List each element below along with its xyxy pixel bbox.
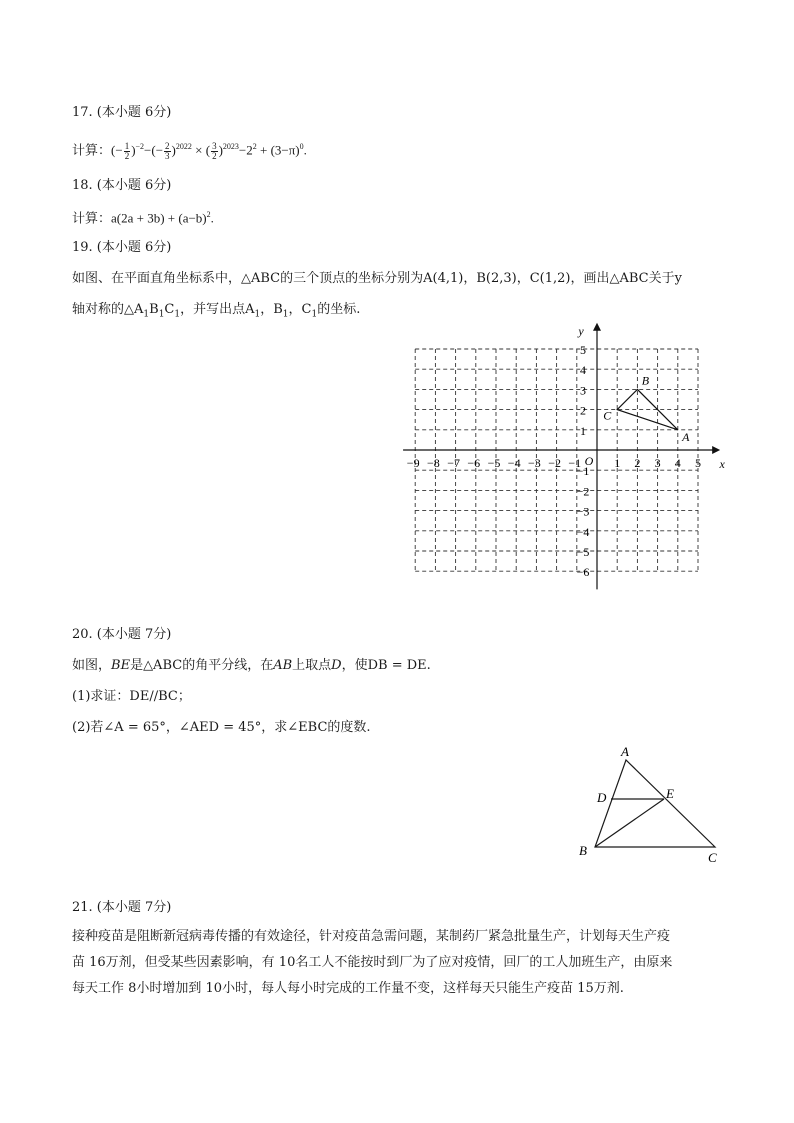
q18-header: 18. (本小题 6分) bbox=[72, 178, 172, 193]
y-tick-label: 5 bbox=[580, 343, 586, 357]
x-tick-label: −8 bbox=[427, 456, 440, 470]
x-tick-label: 1 bbox=[614, 456, 621, 470]
q20-header: 20. (本小题 7分) bbox=[72, 627, 172, 642]
q20-part2: (2)若∠A = 65°，∠AED = 45°，求∠EBC的度数. bbox=[72, 720, 371, 735]
q21-line-1: 接种疫苗是阻断新冠病毒传播的有效途径，针对疫苗急需问题，某制药厂紧急批量生产，计划每天生产疫 bbox=[72, 929, 671, 944]
frac-1: $\frac{1}{2}$ bbox=[124, 140, 130, 161]
vertex-label-b: B bbox=[641, 373, 650, 388]
x-tick-label: −6 bbox=[467, 456, 481, 470]
origin-label: O bbox=[584, 454, 594, 468]
y-tick-label: −1 bbox=[576, 464, 590, 479]
q20-line1: 如图，BE是△ABC的角平分线，在AB上取点D，使DB = DE. bbox=[72, 658, 431, 673]
y-tick-label: −2 bbox=[576, 484, 590, 499]
x-tick-label: −4 bbox=[507, 456, 521, 470]
triangle-figure-q20 bbox=[575, 740, 725, 870]
y-tick-label: 3 bbox=[580, 383, 586, 398]
x-tick-label: 2 bbox=[634, 456, 641, 470]
segment-be bbox=[595, 799, 664, 847]
label-b: B bbox=[579, 843, 587, 858]
y-tick-label: −6 bbox=[576, 565, 590, 580]
y-tick-label: −3 bbox=[576, 504, 590, 519]
q18-expression: 计算：$a(2a + 3b) + (a-b)^2$. bbox=[72, 210, 214, 226]
x-tick-label: −5 bbox=[487, 456, 501, 470]
y-tick-label: 4 bbox=[580, 363, 586, 378]
q17-header: 17. (本小题 6分) bbox=[72, 105, 172, 120]
x-tick-label: −2 bbox=[548, 456, 561, 470]
x-axis-arrow bbox=[712, 446, 720, 454]
q19-header: 19. (本小题 6分) bbox=[72, 240, 172, 255]
x-axis-label: x bbox=[719, 457, 725, 471]
label-a: A bbox=[621, 744, 629, 759]
q19-line1: 如图、在平面直角坐标系中，△ABC的三个顶点的坐标分别为A(4,1)，B(2,3)，C(1,2)，画出△ABC关于y bbox=[72, 271, 682, 286]
x-tick-label: 5 bbox=[695, 456, 701, 470]
label-d: D bbox=[597, 790, 607, 805]
label-e: E bbox=[666, 786, 674, 801]
q21-line-3: 每天工作 8小时增加到 10小时，每人每小时完成的工作量不变，这样每天只能生产疫苗 15万剂. bbox=[72, 981, 624, 996]
y-tick-label: 1 bbox=[580, 423, 586, 438]
q17-expression: 计算：(− $\frac{1}{2}$ )$^{-2}$−(− $\frac{2}{3}$ )$^{2022}$ × ( $\frac{3}{2}$ )$^{2023}-2^2 + (3-\pi)^0$. bbox=[72, 140, 307, 161]
x-tick-label: −9 bbox=[406, 456, 420, 470]
frac-2: $\frac{2}{3}$ bbox=[165, 140, 170, 161]
x-tick-label: 4 bbox=[674, 456, 681, 470]
q17-prefix: 计算： bbox=[72, 142, 112, 158]
x-tick-label: −1 bbox=[568, 456, 582, 470]
q21-line-2: 苗 16万剂，但受某些因素影响，有 10名工人不能按时到厂为了应对疫情，回厂的工人加班生产，由原来 bbox=[72, 955, 673, 970]
q21-body bbox=[72, 924, 722, 1002]
y-tick-label: −4 bbox=[576, 524, 590, 539]
frac-3: $\frac{3}{2}$ bbox=[212, 140, 217, 161]
y-axis-arrow bbox=[593, 323, 601, 331]
label-c: C bbox=[708, 850, 717, 865]
x-tick-label: 3 bbox=[654, 456, 661, 470]
y-tick-label: −5 bbox=[576, 545, 590, 559]
x-tick-label: −3 bbox=[528, 456, 541, 470]
q21-header: 21. (本小题 7分) bbox=[72, 900, 172, 915]
q19-line2: 轴对称的$\triangle A_1B_1C_1$，并写出点$A_1$，$B_1$，$C_1$的坐标. bbox=[72, 302, 361, 320]
y-tick-label: 2 bbox=[580, 403, 586, 418]
y-axis-label: y bbox=[578, 323, 584, 338]
vertex-label-a: A bbox=[682, 429, 690, 444]
q20-part1: (1)求证：DE//BC； bbox=[72, 689, 191, 704]
vertex-label-c: C bbox=[603, 408, 612, 423]
x-tick-label: −7 bbox=[447, 456, 460, 470]
